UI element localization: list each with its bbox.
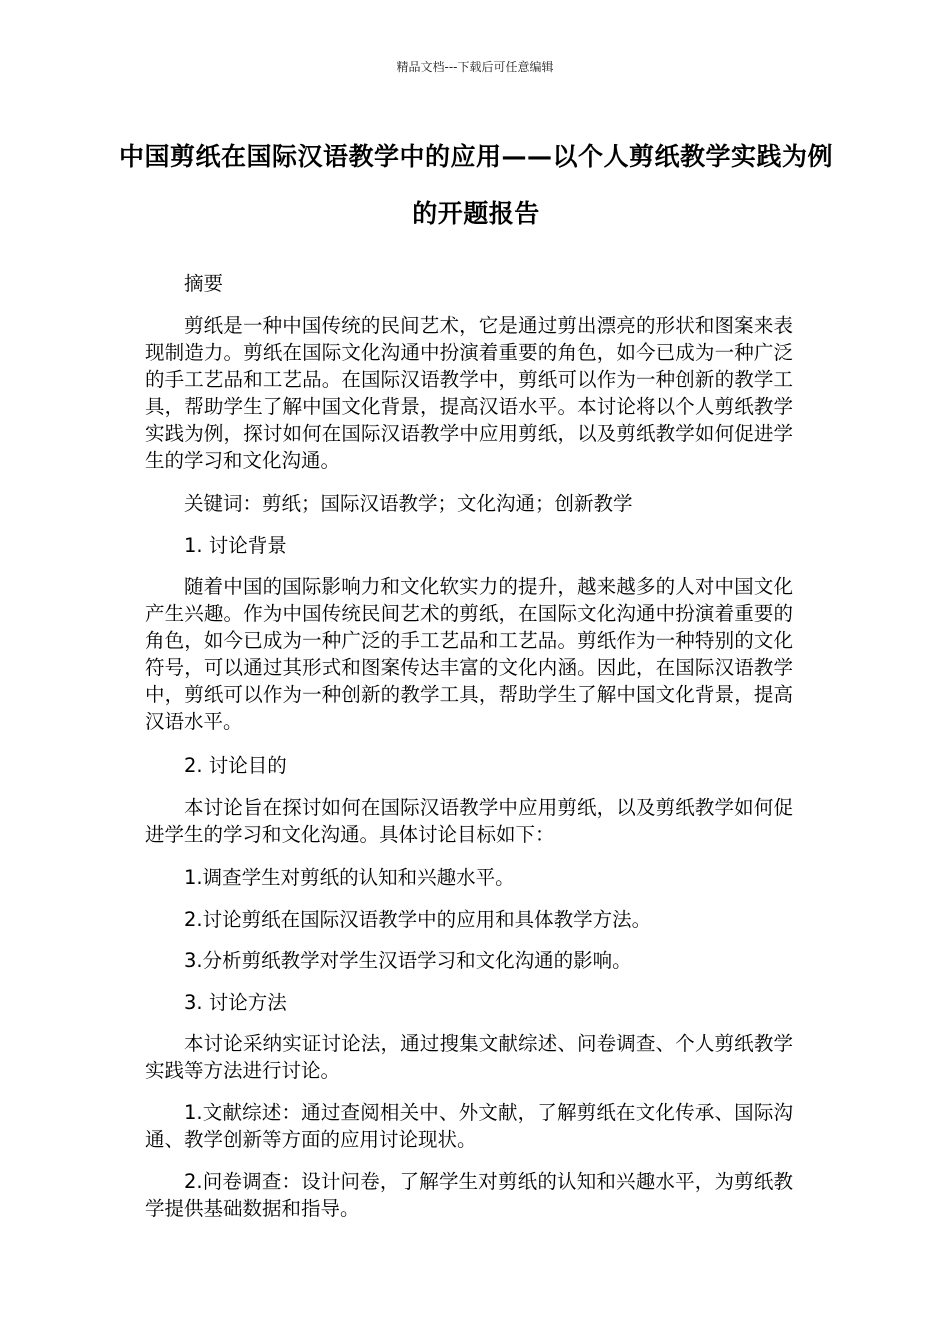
goal-item-2: 2.讨论剪纸在国际汉语教学中的应用和具体教学方法。 (184, 908, 652, 931)
abstract-paragraph: 剪纸是一种中国传统的民间艺术，它是通过剪出漂亮的形状和图案来表现制造力。剪纸在国际文化沟通中扮演着重要的角色，如今已成为一种广泛的手工艺品和工艺品。在国际汉语教学中，剪纸可以作为一种创新的教学工具，帮助学生了解中国文化背景，提高汉语水平。本讨论将以个人剪纸教学实践为例，探讨如何在国际汉语教学中应用剪纸，以及剪纸教学如何促进学生的学习和文化沟通。 (145, 314, 793, 472)
method2-block (145, 1168, 793, 1222)
section1-heading-block (145, 532, 793, 559)
document-title: 中国剪纸在国际汉语教学中的应用——以个人剪纸教学实践为例的开题报告 (118, 142, 833, 228)
section2-paragraph: 本讨论旨在探讨如何在国际汉语教学中应用剪纸，以及剪纸教学如何促进学生的学习和文化沟通。具体讨论目标如下： (145, 796, 793, 846)
section1-heading: 1. 讨论背景 (184, 534, 287, 557)
keywords-paragraph: 关键词：剪纸；国际汉语教学；文化沟通；创新教学 (184, 492, 633, 515)
abstract-label: 摘要 (184, 272, 224, 295)
abstract-body-block (145, 312, 793, 474)
section3-paragraph: 本讨论采纳实证讨论法，通过搜集文献综述、问卷调查、个人剪纸教学实践等方法进行讨论。 (145, 1032, 793, 1082)
method-item-2: 2.问卷调查：设计问卷，了解学生对剪纸的认知和兴趣水平，为剪纸教学提供基础数据和指导。 (145, 1170, 793, 1220)
section2-heading: 2. 讨论目的 (184, 754, 287, 777)
method1-block (145, 1099, 793, 1153)
section3-heading: 3. 讨论方法 (184, 991, 287, 1014)
section1-body-block (145, 573, 793, 735)
method-item-1: 1.文献综述：通过查阅相关中、外文献，了解剪纸在文化传承、国际沟通、教学创新等方面的应用讨论现状。 (145, 1101, 793, 1151)
section2-heading-block (145, 752, 793, 779)
goal1-block (145, 864, 793, 891)
goal-item-1: 1.调查学生对剪纸的认知和兴趣水平。 (184, 866, 515, 889)
keywords-block (145, 490, 793, 517)
goal-item-3: 3.分析剪纸教学对学生汉语学习和文化沟通的影响。 (184, 949, 632, 972)
section3-heading-block (145, 989, 793, 1016)
abstract-label-block (145, 270, 793, 297)
goal3-block (145, 947, 793, 974)
section1-paragraph: 随着中国的国际影响力和文化软实力的提升，越来越多的人对中国文化产生兴趣。作为中国传统民间艺术的剪纸，在国际文化沟通中扮演着重要的角色，如今已成为一种广泛的手工艺品和工艺品。剪纸作为一种特别的文化符号，可以通过其形式和图案传达丰富的文化内涵。因此，在国际汉语教学中，剪纸可以作为一种创新的教学工具，帮助学生了解中国文化背景，提高汉语水平。 (145, 575, 793, 733)
goal2-block (145, 906, 793, 933)
header-note: 精品文档---下载后可任意编辑 (396, 60, 554, 74)
section2-body-block (145, 794, 793, 848)
section3-body-block (145, 1030, 793, 1084)
